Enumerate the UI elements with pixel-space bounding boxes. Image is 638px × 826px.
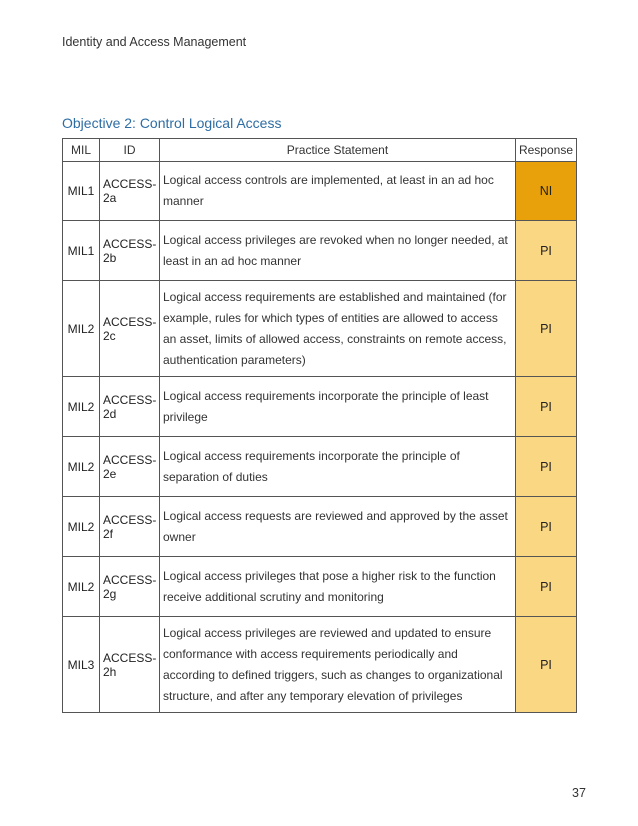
table-row bbox=[63, 221, 577, 281]
document-header: Identity and Access Management bbox=[62, 35, 247, 49]
id-cell: ACCESS-2d bbox=[100, 377, 160, 437]
table-header bbox=[63, 139, 577, 162]
page-number: 37 bbox=[572, 786, 586, 800]
statement-cell: Logical access privileges are reviewed and updated to ensure conformance with access requirements periodically and according to defined triggers, such as changes to organizational structure, and after any temporary elevation of privileges bbox=[160, 617, 516, 713]
table-body bbox=[63, 162, 577, 713]
table-row bbox=[63, 281, 577, 377]
column-header-response: Response bbox=[516, 139, 577, 162]
practice-table bbox=[62, 138, 577, 713]
table-header-row bbox=[63, 139, 577, 162]
response-cell: PI bbox=[516, 377, 577, 437]
column-header-id: ID bbox=[100, 139, 160, 162]
id-cell: ACCESS-2h bbox=[100, 617, 160, 713]
table-row bbox=[63, 162, 577, 221]
mil-cell: MIL2 bbox=[63, 497, 100, 557]
response-cell: PI bbox=[516, 281, 577, 377]
column-header-practice-statement: Practice Statement bbox=[160, 139, 516, 162]
table-row bbox=[63, 437, 577, 497]
response-cell: NI bbox=[516, 162, 577, 221]
id-cell: ACCESS-2g bbox=[100, 557, 160, 617]
statement-cell: Logical access controls are implemented, at least in an ad hoc manner bbox=[160, 162, 516, 221]
id-cell: ACCESS-2b bbox=[100, 221, 160, 281]
table-row bbox=[63, 557, 577, 617]
statement-cell: Logical access requirements are established and maintained (for example, rules for which types of entities are allowed to access an asset, limits of allowed access, constraints on remote access, authentication parameters) bbox=[160, 281, 516, 377]
id-cell: ACCESS-2a bbox=[100, 162, 160, 221]
mil-cell: MIL2 bbox=[63, 557, 100, 617]
mil-cell: MIL2 bbox=[63, 281, 100, 377]
mil-cell: MIL1 bbox=[63, 162, 100, 221]
response-cell: PI bbox=[516, 221, 577, 281]
mil-cell: MIL2 bbox=[63, 437, 100, 497]
statement-cell: Logical access requirements incorporate the principle of least privilege bbox=[160, 377, 516, 437]
mil-cell: MIL2 bbox=[63, 377, 100, 437]
statement-cell: Logical access requests are reviewed and approved by the asset owner bbox=[160, 497, 516, 557]
response-cell: PI bbox=[516, 617, 577, 713]
id-cell: ACCESS-2e bbox=[100, 437, 160, 497]
response-cell: PI bbox=[516, 497, 577, 557]
table-row bbox=[63, 497, 577, 557]
statement-cell: Logical access privileges are revoked when no longer needed, at least in an ad hoc manner bbox=[160, 221, 516, 281]
response-cell: PI bbox=[516, 557, 577, 617]
table-row bbox=[63, 617, 577, 713]
id-cell: ACCESS-2c bbox=[100, 281, 160, 377]
statement-cell: Logical access requirements incorporate the principle of separation of duties bbox=[160, 437, 516, 497]
statement-cell: Logical access privileges that pose a higher risk to the function receive additional scrutiny and monitoring bbox=[160, 557, 516, 617]
table-row bbox=[63, 377, 577, 437]
column-header-mil: MIL bbox=[63, 139, 100, 162]
id-cell: ACCESS-2f bbox=[100, 497, 160, 557]
mil-cell: MIL1 bbox=[63, 221, 100, 281]
mil-cell: MIL3 bbox=[63, 617, 100, 713]
objective-title: Objective 2: Control Logical Access bbox=[62, 115, 282, 131]
response-cell: PI bbox=[516, 437, 577, 497]
